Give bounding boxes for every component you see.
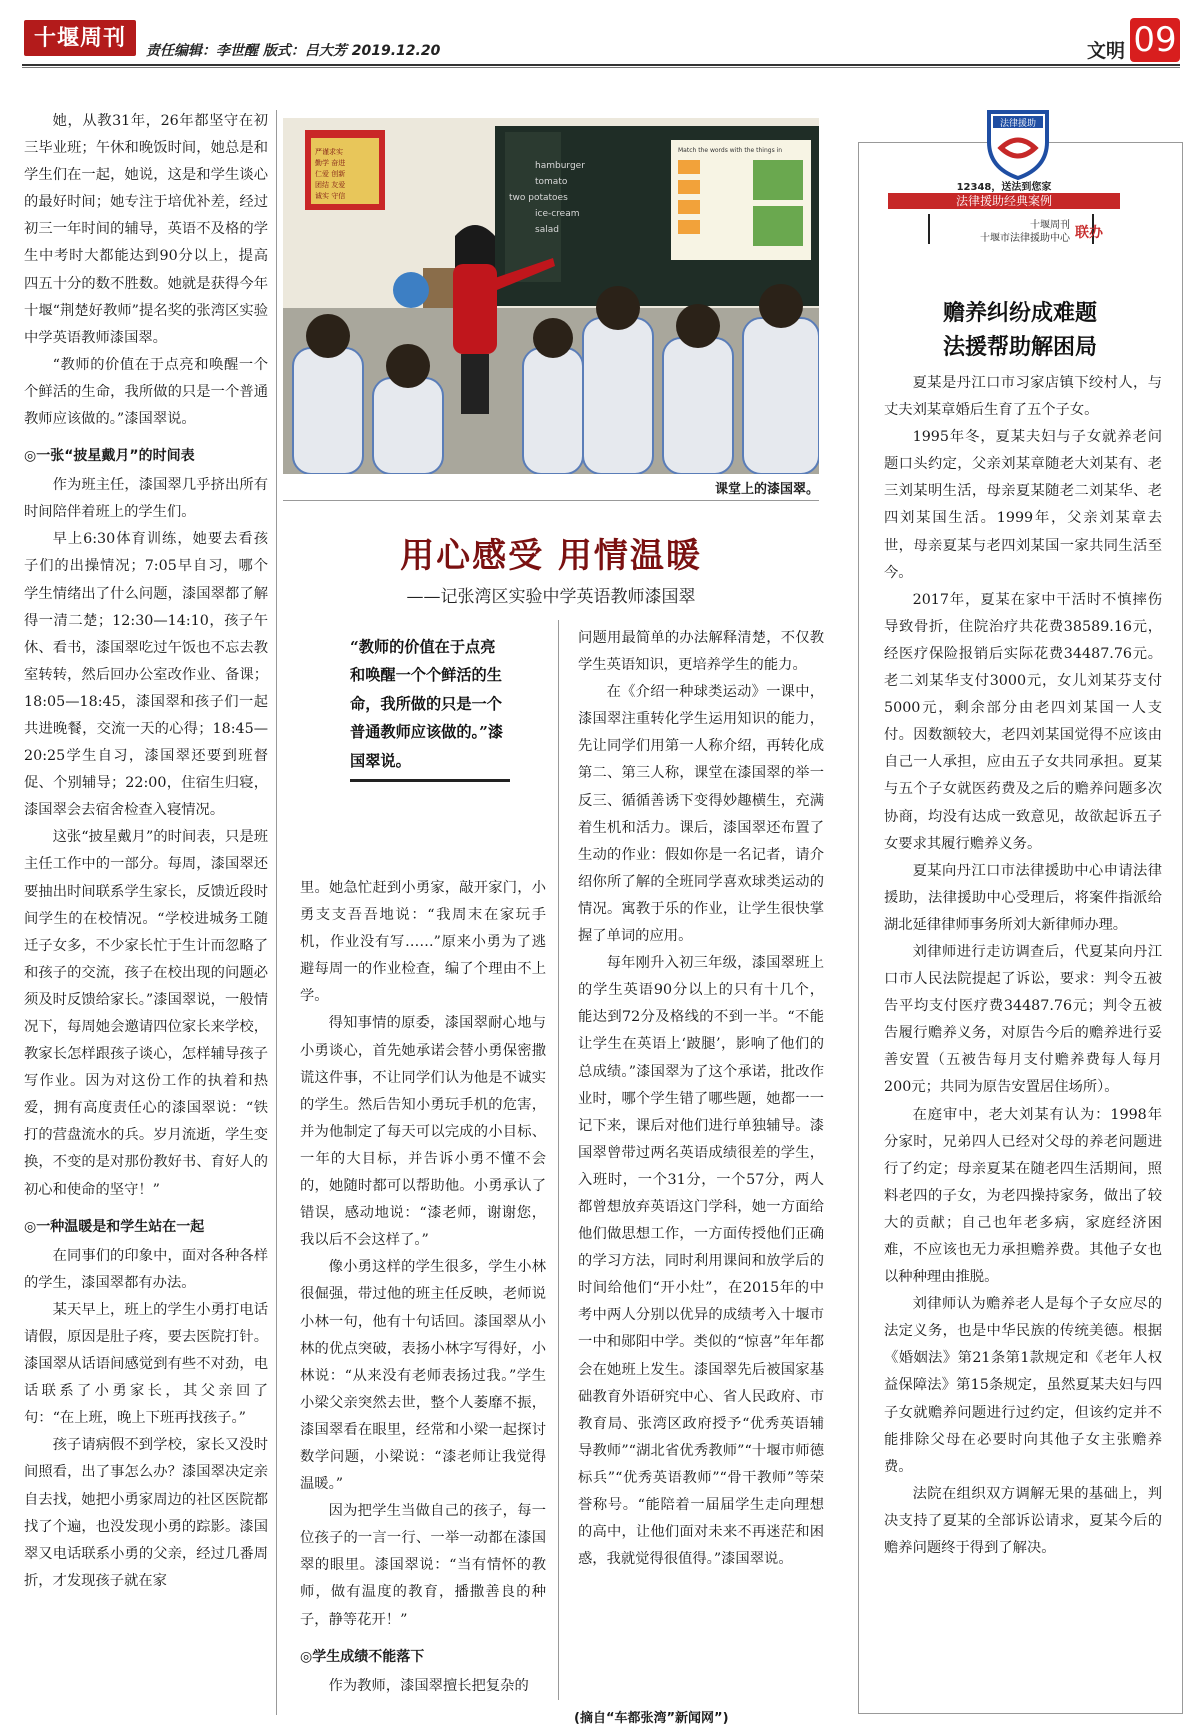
paragraph: 得知事情的原委，漆国翠耐心地与小勇谈心，首先她承诺会替小勇保密撒谎这件事，不让同学们认为他是不诚实的学生。然后告知小勇玩手机的危害，并为他制定了每天可以完成的小目标、一年的大目标，并告诉小勇不懂不会的，她随时都可以帮助他。小勇承认了错误，感动地说：“漆老师，谢谢您，我以后不会这样了。” bbox=[300, 1015, 546, 1249]
section-heading: ◎一张“披星戴月”的时间表 bbox=[24, 448, 195, 465]
legal-paragraph: 1995年冬，夏某夫妇与子女就养老问题口头约定，父亲刘某章随老大刘某有、老三刘某明生活，母亲夏某随老二刘某华、老四刘某国生活。1999年，父亲刘某章去世，母亲夏某与老四刘某国一家共同生活至今。 bbox=[884, 429, 1162, 581]
paragraph: 每年刚升入初三年级，漆国翠班上的学生英语90分以上的只有十几个，能达到72分及格线的不到一半。“不能让学生在英语上‘跛腿’，影响了他们的总成绩。”漆国翠为了这个承诺，批改作业时，哪个学生错了哪些题，她都一一记下来，课后对他们进行单独辅导。漆国翠曾带过两名英语成绩很差的学生，入班时，一个31分，一个57分，两人都曾想放弃英语这门学科，她一方面给他们做思想工作，一方面传授他们正确的学习方法，同时利用课间和放学后的时间给他们“开小灶”，在2015年的中考中两人分别以优异的成绩考入十堰市一中和郧阳中学。类似的“惊喜”年年都会在她班上发生。漆国翠先后被国家基础教育外语研究中心、省人民政府、市教育局、张湾区政府授予“优秀英语辅导教师”“湖北省优秀教师”“十堰市师德标兵”“优秀英语教师”“骨干教师”等荣誉称号。“能陪着一届届学生走向理想的高中，让他们面对未来不再迷茫和困惑，我就觉得很值得。”漆国翠说。 bbox=[578, 955, 824, 1568]
column-divider bbox=[558, 620, 559, 1700]
poster-line: 严谨求实 bbox=[315, 148, 343, 156]
paragraph: 这张“披星戴月”的时间表，只是班主任工作中的一部分。每周，漆国翠还要抽出时间联系学生家长，反馈近段时间学生的在校情况。“学校进城务工随迁子女多，不少家长忙于生计而忽略了和孩子的交流，孩子在校出现的问题必须及时反馈给家长。”漆国翠说，一般情况下，每周她会邀请四位家长来学校，教家长怎样跟孩子谈心，怎样辅导孩子写作业。因为对这份工作的执着和热爱，拥有高度责任心的漆国翠说：“铁打的营盘流水的兵。岁月流逝，学生变换，不变的是对那份教好书、育好人的初心和使命的坚守！” bbox=[24, 829, 268, 1198]
legal-paragraph: 刘律师进行走访调查后，代夏某向丹江口市人民法院提起了诉讼，要求：判令五被告平均支付医疗费34487.76元；判令五被告履行赡养义务，对原告今后的赡养进行妥善安置（五被告每月支付赡养费每人每月200元；共同为原告安置居住场所）。 bbox=[884, 943, 1162, 1096]
legal-paragraph: 夏某向丹江口市法律援助中心申请法律援助，法律援助中心受理后，将案件指派给湖北延律律师事务所刘大新律师办理。 bbox=[884, 862, 1162, 933]
paragraph: 作为教师，漆国翠擅长把复杂的 bbox=[328, 1677, 529, 1694]
legal-title-line: 法援帮助解困局 bbox=[942, 334, 1097, 360]
legal-paragraph: 刘律师认为赡养老人是每个子女应尽的法定义务，也是中华民族的传统美德。根据《婚姻法》第21条第1款规定和《老年人权益保障法》第15条规定，虽然夏某夫妇与四子女就赡养问题进行过约定，但该约定并不能排除父母在必要时向其他子女主张赡养费。 bbox=[884, 1296, 1162, 1475]
classroom-photo bbox=[283, 118, 819, 474]
emblem-text: 法律援助 bbox=[999, 119, 1037, 129]
board-words: Match the words with the things in bbox=[678, 147, 783, 154]
legal-case-text bbox=[884, 370, 1162, 1562]
paragraph: 孩子请病假不到学校，家长又没时间照看，出了事怎么办？漆国翠决定亲自去找，她把小勇家周边的社区医院都找了个遍，也没发现小勇的踪影。漆国翠又电话联系小勇的父亲，经过几番周折，才发现孩子就在家 bbox=[24, 1437, 268, 1589]
poster-line: 勤学 奋进 bbox=[315, 159, 346, 167]
paragraph: “教师的价值在于点亮和唤醒一个个鲜活的生命，我所做的只是一个普通教师应该做的。”漆国翠说。 bbox=[24, 356, 268, 428]
poster-line: 仁爱 创新 bbox=[315, 170, 346, 178]
paragraph: 在《介绍一种球类运动》一课中，漆国翠注重转化学生运用知识的能力，先让同学们用第一人称介绍，再转化成第二、第三人称，课堂在漆国翠的举一反三、循循善诱下变得妙趣横生，充满着生机和活力。课后，漆国翠还布置了生动的作业：假如你是一名记者，请介绍你所了解的全班同学喜欢球类运动的情况。寓教于乐的作业，让学生很快掌握了单词的应用。 bbox=[578, 684, 824, 945]
article-column-2 bbox=[300, 875, 546, 1700]
paragraph: 她，从教31年，26年都坚守在初三毕业班；午休和晚饭时间，她总是和学生们在一起，她说，这是和学生谈心的最好时间；她专注于培优补差，经过初三一年时间的辅导，英语不及格的学生中考时大都能达到90分以上，提高四五十分的数不胜数。她就是获得今年十堰“荆楚好教师”提名奖的张湾区实验中学英语教师漆国翠。 bbox=[24, 113, 268, 346]
legal-paragraph: 在庭审中，老大刘某有认为：1998年分家时，兄弟四人已经对父母的养老问题进行了约定；母亲夏某在随老四生活期间，照料老四的子女，为老四操持家务，做出了较大的贡献；自己也年老多病，家庭经济困难，不应该也无力承担赡养费。其他子女也以种种理由推脱。 bbox=[884, 1106, 1162, 1286]
article-source: (摘自“车都张湾”新闻网”) bbox=[574, 1711, 729, 1726]
paragraph: 里。她急忙赶到小勇家，敲开家门，小勇支支吾吾地说：“我周末在家玩手机，作业没有写……”原来小勇为了逃避每周一的作业检查，编了个理由不上学。 bbox=[300, 880, 546, 1005]
article-column-1 bbox=[24, 108, 268, 1595]
legal-banner: 法律援助经典案例 bbox=[888, 193, 1120, 209]
paragraph: 某天早上，班上的学生小勇打电话请假，原因是肚子疼，要去医院打针。漆国翠从话语间感觉到有些不对劲，电话联系了小勇家长，其父亲回了句：“在上班，晚上下班再找孩子。” bbox=[24, 1301, 268, 1427]
legal-paragraph: 法院在组织双方调解无果的基础上，判决支持了夏某的全部诉讼请求，夏某今后的赡养问题终于得到了解决。 bbox=[884, 1485, 1162, 1557]
paragraph: 像小勇这样的学生很多，学生小林很倔强，带过他的班主任反映，老师说小林一句，他有十句话回。漆国翠从小林的优点突破，表扬小林字写得好，小林说：“从来没有老师表扬过我。”学生小梁父亲突然去世，整个人萎靡不振，漆国翠看在眼里，经常和小梁一起探讨数学问题，小梁说：“漆老师让我觉得温暖。” bbox=[300, 1259, 546, 1493]
host-line: 十堰市法律援助中心 bbox=[980, 233, 1070, 244]
header-rule bbox=[22, 64, 1180, 66]
paragraph: 问题用最简单的办法解释清楚，不仅教学生英语知识，更培养学生的能力。 bbox=[578, 630, 824, 674]
paragraph: 作为班主任，漆国翠几乎挤出所有时间陪伴着班上的学生们。 bbox=[24, 477, 268, 521]
legal-paragraph: 夏某是丹江口市习家店镇下绞村人，与丈夫刘某章婚后生育了五个子女。 bbox=[884, 375, 1162, 419]
pull-quote: “教师的价值在于点亮和唤醒一个个鲜活的生命，我所做的只是一个普通教师应该做的。”漆国翠说。 bbox=[350, 638, 504, 770]
poster-line: 诚实 守信 bbox=[315, 192, 346, 200]
editor-info: 责任编辑：李世醒 版式：吕大芳 2019.12.20 bbox=[146, 43, 441, 59]
paragraph: 在同事们的印象中，面对各种各样的学生，漆国翠都有办法。 bbox=[24, 1247, 268, 1291]
masthead-logo: 十堰周刊 bbox=[24, 20, 136, 56]
board-note: salad bbox=[535, 225, 559, 235]
host-verb: 联办 bbox=[1075, 225, 1103, 241]
board-note: two potatoes bbox=[509, 193, 568, 203]
poster-line: 团结 友爱 bbox=[315, 181, 346, 189]
article-subtitle: ——记张湾区实验中学英语教师漆国翠 bbox=[406, 587, 696, 607]
section-heading: ◎学生成绩不能落下 bbox=[300, 1648, 425, 1665]
paragraph: 早上6:30体育训练，她要去看孩子们的出操情况；7:05早自习，哪个学生情绪出了什么问题，漆国翠都了解得一清二楚；12:30—14:10，孩子午休、看书，漆国翠吃过午饭也不忘去教室转转，然后回办公室改作业、备课；18:05—18:45，漆国翠和孩子们一起共进晚餐，交流一天的心得；18:45—20:25学生自习，漆国翠还要到班督促、个别辅导；22:00，住宿生归寝，漆国翠会去宿舍检查入寝情况。 bbox=[24, 531, 268, 819]
board-note: hamburger bbox=[535, 161, 585, 171]
globe bbox=[393, 272, 429, 308]
board-note: tomato bbox=[535, 177, 568, 187]
header-rule-thin bbox=[22, 67, 1180, 68]
photo-caption: 课堂上的漆国翠。 bbox=[714, 482, 819, 497]
column-divider bbox=[276, 110, 277, 1715]
host-line: 十堰周刊 bbox=[1030, 220, 1070, 231]
article-title: 用心感受 用情温暖 bbox=[400, 536, 702, 576]
legal-aid-emblem-icon bbox=[985, 102, 1051, 180]
hotline: 12348，送法到您家 bbox=[956, 182, 1052, 193]
page-number: 09 bbox=[1130, 18, 1180, 62]
article-column-3 bbox=[578, 625, 824, 1573]
photo-divider bbox=[283, 500, 819, 501]
svg-text:严谨求实勤学 奋进仁爱 创新团结 友爱诚实 守信 bbox=[315, 147, 345, 200]
section-name: 文明 bbox=[1087, 40, 1126, 62]
pull-quote-rule bbox=[350, 779, 510, 782]
legal-title-line: 赡养纠纷成难题 bbox=[942, 300, 1097, 326]
board-note: ice-cream bbox=[535, 209, 580, 219]
paragraph: 因为把学生当做自己的孩子，每一位孩子的一言一行、一举一动都在漆国翠的眼里。漆国翠说：“当有情怀的教师，做有温度的教育，播撒善良的种子，静等花开！” bbox=[300, 1503, 546, 1628]
legal-title bbox=[860, 296, 1180, 364]
legal-paragraph: 2017年，夏某在家中干活时不慎摔伤导致骨折，住院治疗共花费38589.16元，经医疗保险报销后实际花费34487.76元。老二刘某华支付3000元，女儿刘某芬支付5000元，剩余部分由老四刘某国一人支付。因数额较大，老四刘某国觉得不应该由自己一人承担，应由五子女共同承担。夏某与五个子女就医药费及之后的赡养问题多次协商，均没有达成一致意见，故欲起诉五子女要求其履行赡养义务。 bbox=[884, 591, 1162, 852]
section-heading: ◎一种温暖是和学生站在一起 bbox=[24, 1218, 205, 1235]
host-organizations bbox=[940, 219, 1070, 245]
